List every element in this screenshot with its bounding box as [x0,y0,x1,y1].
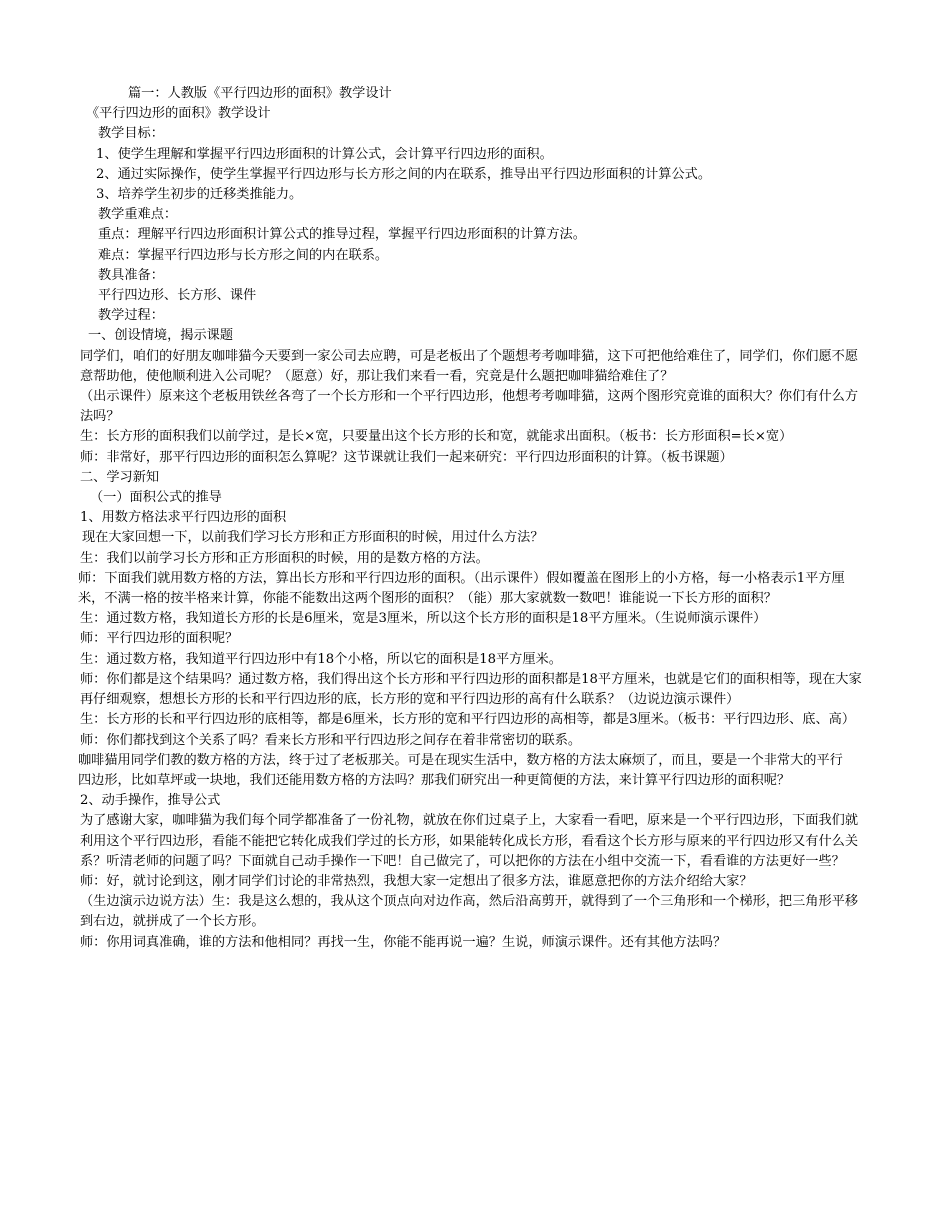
paragraph: （出示课件）原来这个老板用铁丝各弯了一个长方形和一个平行四边形，他想考考咖啡猫，这两个图形究竟谁的面积大？你们有什么方法吗？ [80,389,859,425]
paragraph: 教学重难点： [98,207,178,223]
paragraph: 教具准备： [98,267,164,283]
paragraph: （一）面积公式的推导 [90,490,222,506]
paragraph: 师：你们都是这个结果吗？通过数方格，我们得出这个长方形和平行四边形的面积都是18平方厘米，也就是它们的面积相等，现在大家再仔细观察，想想长方形的长和平行四边形的底，长方形的宽和平行四边形的高有什么联系？（边说边演示课件） [80,671,862,708]
paragraph: 2、通过实际操作，使学生掌握平行四边形与长方形之间的内在联系，推导出平行四边形面积的计算公式。 [96,166,712,182]
paragraph: 教学过程： [98,308,164,324]
paragraph: 篇一：人教版《平行四边形的面积》教学设计 [128,86,392,101]
paragraph: 生：长方形的面积我们以前学过，是长×宽，只要量出这个长方形的长和宽，就能求出面积。（板书：长方形面积=长×宽） [80,429,793,445]
document-body [78,84,868,953]
paragraph: 师：下面我们就用数方格的方法，算出长方形和平行四边形的面积。（出示课件）假如覆盖在图形上的小方格，每一小格表示1平方厘米，不满一格的按半格来计算，你能不能数出这两个图形的面积？（能）那大家就数一数吧！谁能说一下长方形的面积？ [78,570,845,607]
paragraph: 1、使学生理解和掌握平行四边形面积的计算公式，会计算平行四边形的面积。 [96,146,553,162]
paragraph: 师：平行四边形的面积呢？ [80,631,239,647]
paragraph: 同学们，咱们的好朋友咖啡猫今天要到一家公司去应聘，可是老板出了个题想考考咖啡猫，这下可把他给难住了，同学们，你们愿不愿意帮助他，使他顺利进入公司呢？（愿意）好，那让我们来看一看，究竟是什么题把咖啡猫给难住了？ [80,348,859,384]
paragraph: 3、培养学生初步的迁移类推能力。 [96,187,303,203]
paragraph: 现在大家回想一下，以前我们学习长方形和正方形面积的时候，用过什么方法？ [82,530,544,546]
paragraph: 二、学习新知 [80,469,160,485]
paragraph: 《平行四边形的面积》教学设计 [86,106,271,122]
paragraph: 难点：掌握平行四边形与长方形之间的内在联系。 [98,247,389,263]
paragraph: 生：通过数方格，我知道平行四边形中有18个小格，所以它的面积是18平方厘米。 [80,651,562,667]
paragraph: 一、创设情境，揭示课题 [88,328,234,344]
paragraph: 生：通过数方格，我知道长方形的长是6厘米，宽是3厘米，所以这个长方形的面积是18平方厘米。（生说师演示课件） [80,611,767,627]
paragraph: 为了感谢大家，咖啡猫为我们每个同学都准备了一份礼物，就放在你们过桌子上，大家看一看吧，原来是一个平行四边形，下面我们就利用这个平行四边形，看能不能把它转化成我们学过的长方形，如果能转化成长方形，看看这个长方形与原来的平行四边形又有什么关系？听清老师的问题了吗？下面就自己动手操作一下吧！自己做完了，可以把你的方法在小组中交流一下，看看谁的方法更好一些？ [80,813,859,869]
paragraph: 师：你用词真准确，谁的方法和他相同？再找一生，你能不能再说一遍？生说，师演示课件。还有其他方法吗？ [80,934,727,950]
paragraph: 师：你们都找到这个关系了吗？看来长方形和平行四边形之间存在着非常密切的联系。 [80,732,582,748]
paragraph: 生：长方形的长和平行四边形的底相等，都是6厘米，长方形的宽和平行四边形的高相等，都是3厘米。（板书：平行四边形、底、高） [80,712,856,728]
paragraph: 生：我们以前学习长方形和正方形面积的时候，用的是数方格的方法。 [80,550,489,566]
paragraph: 教学目标： [98,126,164,142]
paragraph: 四边形，比如草坪或一块地，我们还能用数方格的方法吗？那我们研究出一种更简便的方法，来计算平行四边形的面积呢？ [78,772,791,788]
paragraph: 师：非常好，那平行四边形的面积怎么算呢？这节课就让我们一起来研究：平行四边形面积的计算。（板书课题） [80,449,733,465]
paragraph: 平行四边形、长方形、课件 [98,288,257,304]
paragraph: 1、用数方格法求平行四边形的面积 [80,510,287,526]
paragraph: 咖啡猫用同学们教的数方格的方法，终于过了老板那关。可是在现实生活中，数方格的方法太麻烦了，而且，要是一个非常大的平行 [78,752,843,768]
paragraph: （生边演示边说方法）生：我是这么想的，我从这个顶点向对边作高，然后沿高剪开，就得到了一个三角形和一个梯形，把三角形平移到右边，就拼成了一个长方形。 [80,894,859,930]
paragraph: 师：好，就讨论到这，刚才同学们讨论的非常热烈，我想大家一定想出了很多方法，谁愿意把你的方法介绍给大家？ [80,873,753,889]
paragraph: 2、动手操作，推导公式 [80,793,221,809]
paragraph: 重点：理解平行四边形面积计算公式的推导过程，掌握平行四边形面积的计算方法。 [98,227,586,243]
